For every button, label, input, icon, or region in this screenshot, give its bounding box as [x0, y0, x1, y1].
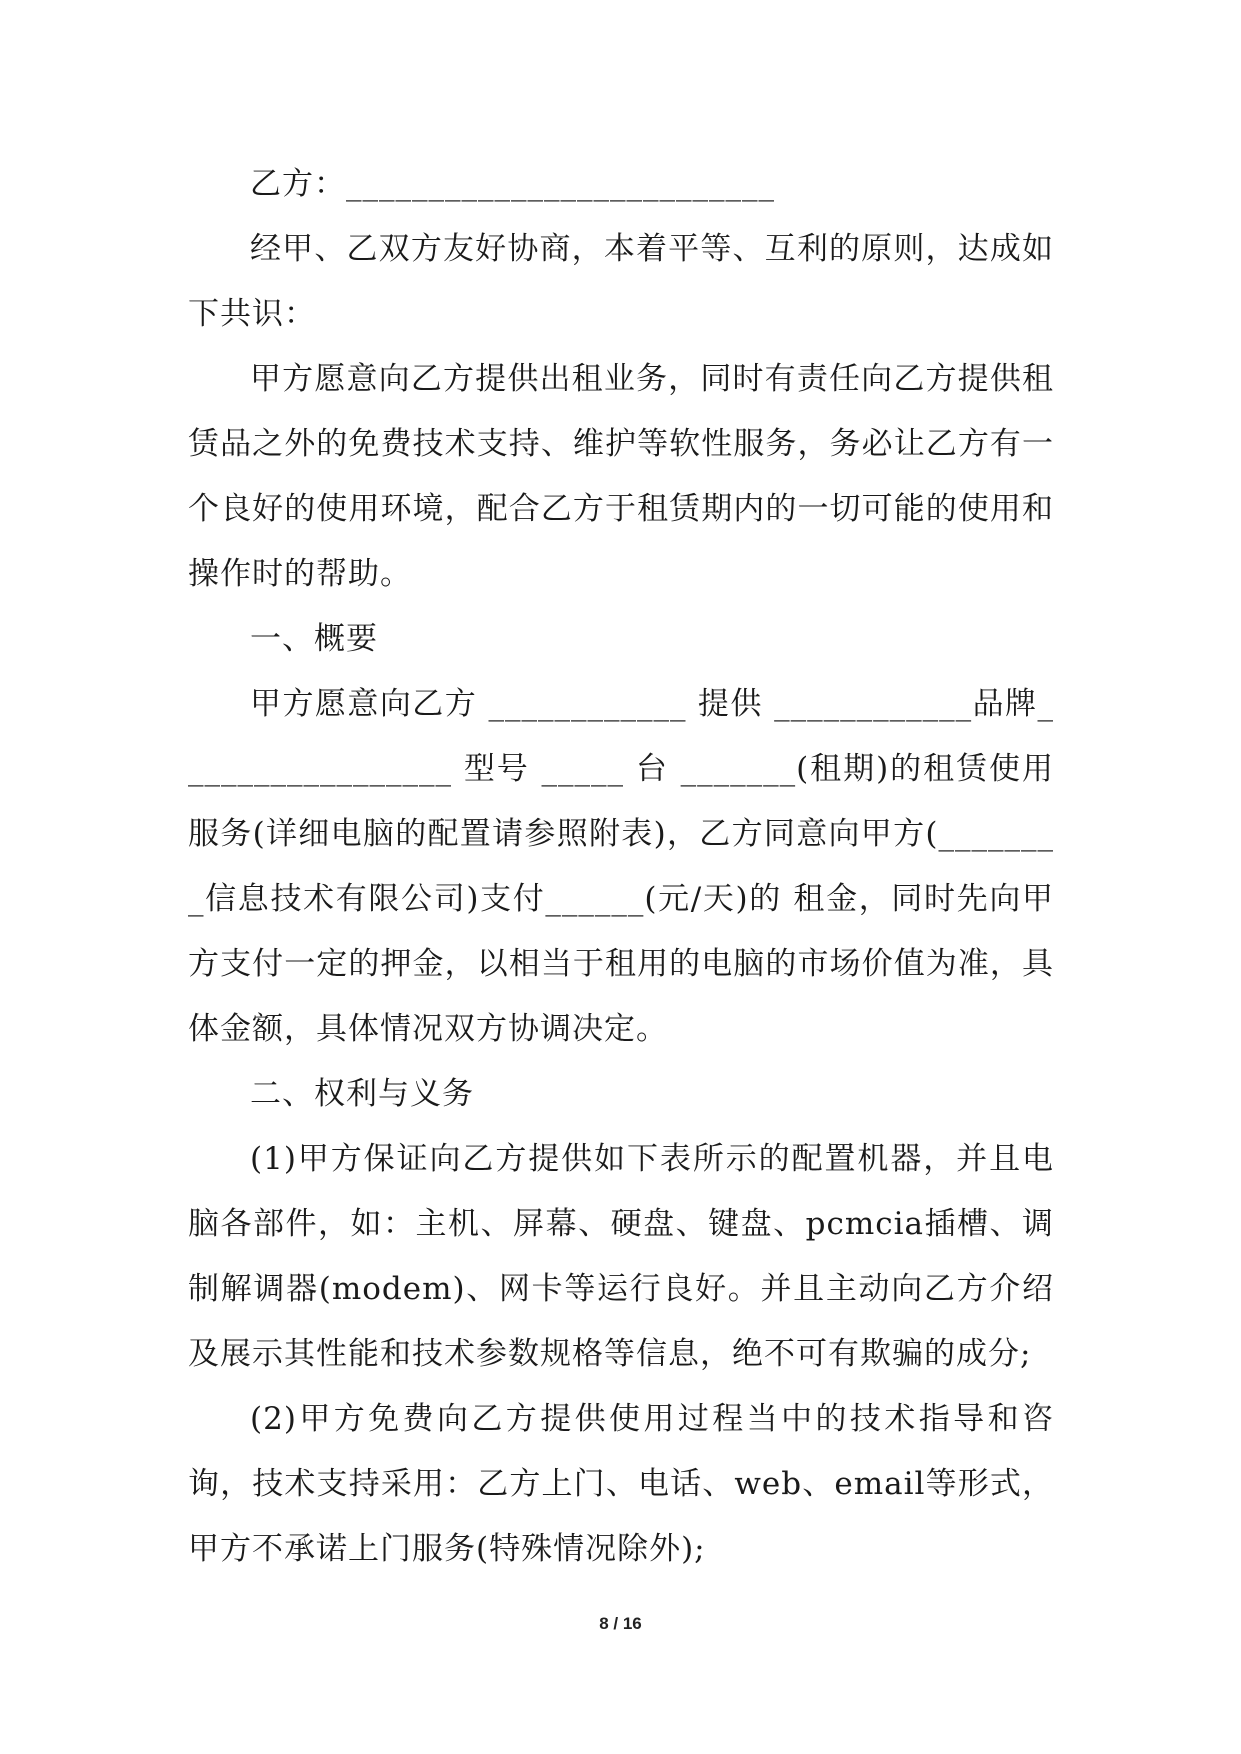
rights-item-1: (1)甲方保证向乙方提供如下表所示的配置机器，并且电脑各部件，如：主机、屏幕、硬盘、键盘、pcmcia插槽、调制解调器(modem)、网卡等运行良好。并且主动向乙方介绍及展示其性能和技术参数规格等信息，绝不可有欺骗的成分; [188, 1141, 1054, 1372]
section-heading-rights: 二、权利与义务 [250, 1076, 474, 1112]
document-body [188, 152, 1054, 1582]
page-number: 8 / 16 [599, 1614, 642, 1633]
rights-item-2: (2)甲方免费向乙方提供使用过程当中的技术指导和咨询，技术支持采用：乙方上门、电话、web、email等形式，甲方不承诺上门服务(特殊情况除外); [188, 1401, 1054, 1567]
service-paragraph: 甲方愿意向乙方提供出租业务，同时有责任向乙方提供租赁品之外的免费技术支持、维护等软性服务，务必让乙方有一个良好的使用环境，配合乙方于租赁期内的一切可能的使用和操作时的帮助。 [188, 361, 1054, 592]
consensus-paragraph: 经甲、乙双方友好协商，本着平等、互利的原则，达成如下共识： [188, 231, 1054, 332]
overview-paragraph: 甲方愿意向乙方 ____________ 提供 ____________品牌_________________ 型号 _____ 台 _______(租期)的租赁使用服务(详细电脑的配置请参照附表)，乙方同意向甲方(________信息技术有限公司)支付______(元/天)的 租金，同时先向甲方支付一定的押金，以相当于租用的电脑的市场价值为准，具体金额，具体情况双方协调决定。 [188, 686, 1054, 1047]
section-heading-overview: 一、概要 [250, 621, 378, 657]
party-b-line: 乙方：__________________________ [250, 166, 775, 202]
